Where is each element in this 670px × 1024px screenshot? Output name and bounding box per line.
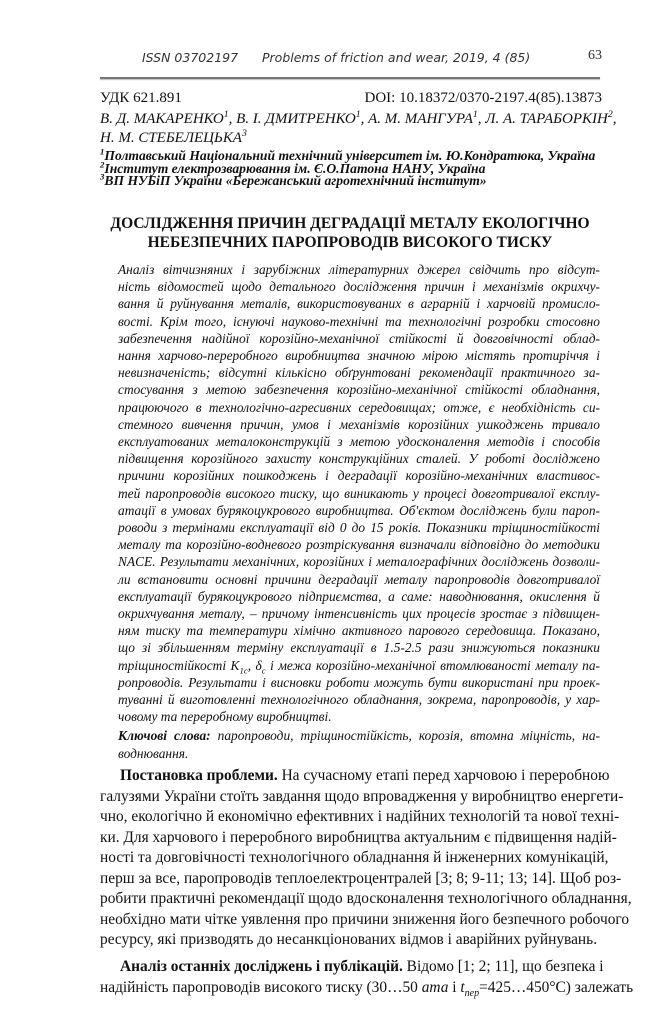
text-run: експлуатації бурякоцукрового підприємства, а саме: наводнювання, окислення й <box>118 588 600 604</box>
text-run: надійність паропроводів високого тиску (30…50 <box>100 978 422 996</box>
text-run: 3 <box>100 171 105 182</box>
text-run: ли встановити основні причини деградації металу паропроводів довготривалої <box>118 571 600 587</box>
text-line <box>100 889 632 910</box>
text-run: В. Д. МАКАРЕНКО <box>100 111 224 127</box>
text-run: стосування з метою забезпечення корозійно-механічної стійкості обладнання, <box>118 382 600 398</box>
text-line <box>118 571 600 588</box>
text-line <box>100 978 634 999</box>
affiliations <box>100 146 600 188</box>
text-run: 1 <box>355 109 361 120</box>
run-in-heading: Ключові слова: <box>118 728 211 743</box>
text-run: ата <box>421 978 449 996</box>
text-run: перш за все, паропроводів теплоелектроцентралей [3; 8; 9-11; 13; 14]. Щоб роз- <box>100 869 622 887</box>
journal-name: Problems of friction and wear, 2019, 4 (85) <box>262 50 531 65</box>
text-run: окрихчування металу, – причому інтенсивність цих процесів зростає з підвищен- <box>118 606 600 622</box>
text-run: чно, екологічно й економічно ефективних і надійних технологій та нової техні- <box>100 808 620 825</box>
run-in-heading: Постановка проблеми. <box>120 767 278 784</box>
text-run: ресурсу, які призводять до несанкціонованих відмов і аварійних руйнувань. <box>100 931 598 948</box>
text-line <box>118 639 600 656</box>
text-run: працюючого в технологічно-агресивних середовищах; отже, є необхідність си- <box>118 399 600 415</box>
text-line <box>118 519 600 536</box>
text-run: невизначеність; відсутні кількісно обґрунтовані рекомендації практичного за- <box>118 365 600 381</box>
text-line <box>118 691 600 708</box>
text-line <box>118 330 600 347</box>
text-line <box>100 957 604 978</box>
text-line <box>118 381 600 398</box>
text-line <box>118 553 600 570</box>
text-line <box>100 930 600 951</box>
text-run: ням тиску та температури хімічно активного парового середовища. Показано, <box>118 623 600 639</box>
text-run: Відомо [1; 2; 11], що безпека і <box>402 958 604 975</box>
text-run: тріщиностійкості K <box>118 657 240 673</box>
text-line <box>118 416 600 433</box>
text-run: , В. І. ДМИТРЕНКО <box>228 111 356 127</box>
text-run: ність відомостей щодо детального дослідження причин і механізмів окрихчу- <box>118 279 600 295</box>
text-run: t <box>460 978 465 996</box>
text-line <box>118 467 600 484</box>
page-number: 63 <box>588 48 602 63</box>
text-line <box>100 807 620 828</box>
text-line <box>100 910 630 931</box>
text-line <box>118 278 600 295</box>
text-line <box>118 485 600 502</box>
text-run: , А. М. МАНГУРА <box>360 111 473 127</box>
text-run: , <box>612 111 617 127</box>
text-run: галузями України стоїть завдання щодо впровадження у виробництво енергети- <box>100 787 624 805</box>
text-run: НЕБЕЗПЕЧНИХ ПАРОПРОВОДІВ ВИСОКОГО ТИСКУ <box>147 234 553 251</box>
text-run: Інститут електрозварювання ім. Є.О.Патона НАНУ, Україна <box>104 160 486 176</box>
text-run: необхідно мати чітке уявлення про причини зниження його безпечного робочого <box>100 910 630 928</box>
text-line <box>100 214 600 233</box>
text-run: і <box>448 978 461 996</box>
text-run: ДОСЛІДЖЕННЯ ПРИЧИН ДЕГРАДАЦІЇ МЕТАЛУ ЕКОЛОГІЧНО <box>110 215 590 232</box>
text-line <box>100 171 600 188</box>
text-run: тей паропроводів високого тиску, що виникають у процесі довготривалої експлу- <box>118 485 600 501</box>
text-run: вання й руйнування металів, використовуваних в аграрній і харчовій промисло- <box>118 296 600 312</box>
text-run: ВП НУБіП України «Бережанський агротехнічний інститут» <box>104 173 487 188</box>
text-line <box>100 828 617 849</box>
text-run: металу та корозійно-водневого розтріскування визначали відповідно до методики <box>118 537 600 553</box>
text-run: пер <box>464 987 480 999</box>
text-run: NACE. Результати механічних, корозійних і металографічних досліджень дозволи- <box>118 554 600 570</box>
text-run: Полтавський Національний технічний університет ім. Ю.Кондратюка, Україна <box>104 148 596 163</box>
udk-code: УДК 621.891 <box>100 90 182 106</box>
running-header <box>100 48 600 70</box>
abstract <box>118 261 600 725</box>
text-line <box>118 261 600 278</box>
text-line <box>118 347 600 364</box>
text-line <box>118 536 600 553</box>
text-run: 2 <box>100 158 105 169</box>
text-line <box>100 109 617 129</box>
section-literature-analysis <box>100 957 634 999</box>
text-line <box>118 674 600 691</box>
keywords <box>118 727 600 762</box>
text-run: 1c <box>239 665 248 676</box>
text-run: 1 <box>472 109 478 120</box>
text-run: 3 <box>241 128 247 139</box>
text-run: експлуатованих металоконструкцій з метою удосконалення методів і способів <box>118 434 600 450</box>
text-line <box>118 605 600 622</box>
text-line <box>100 766 610 787</box>
text-line <box>118 657 600 674</box>
text-line <box>118 313 600 330</box>
text-run: причини корозійних пошкоджень і деградації корозійно-механічних властивос- <box>118 468 600 484</box>
doi: DOI: 10.18372/0370-2197.4(85).13873 <box>364 90 602 106</box>
text-run: туванні й виготовленні технологічного обладнання, зокрема, паропроводів, у хар- <box>118 692 600 708</box>
text-line <box>100 848 609 869</box>
text-run: робити практичні рекомендації щодо вдосконалення технологічного обладнання, <box>100 890 632 907</box>
section-problem-statement <box>100 766 632 951</box>
text-run: , Л. А. ТАРАБОРКІН <box>477 111 608 127</box>
text-line <box>100 869 622 890</box>
text-line <box>118 727 600 745</box>
text-run: роводи з термінами експлуатації від 0 до 15 років. Показники тріщиностійкості <box>118 520 600 536</box>
text-run: нання харчово-переробного виробництва значною мірою містять протиріччя і <box>118 348 600 364</box>
run-in-heading: Аналіз останніх досліджень і публікацій. <box>120 958 403 975</box>
text-run: c <box>261 665 266 676</box>
text-run: 1 <box>100 146 105 157</box>
text-run: ки. Для харчового і переробного виробництва актуальним є підвищення надій- <box>100 828 617 846</box>
text-run: що зі збільшенням терміну експлуатації в 1.5-2.5 рази знижуються показники <box>118 640 600 656</box>
text-run: 2 <box>607 109 613 120</box>
text-run: Аналіз вітчизняних і зарубіжних літературних джерел свідчить про відсут- <box>118 262 600 277</box>
text-run: і межа корозійно-механічної втомлюваності металу па- <box>265 657 601 673</box>
text-run: атації в умовах бурякоцукрового виробництва. Об'єктом досліджень були пароп- <box>118 502 600 518</box>
text-line <box>118 708 600 725</box>
text-run: Н. М. СТЕБЕЛЕЦЬКА <box>100 130 242 146</box>
text-line <box>118 622 600 639</box>
text-run: На сучасному етапі перед харчовою і переробною <box>277 767 610 784</box>
text-line <box>118 588 600 605</box>
authors <box>100 109 617 148</box>
text-line <box>118 295 600 312</box>
text-run: вості. Крім того, існуючі науково-технічні та технологічні розробки стосовно <box>118 313 600 329</box>
text-run: стемного вивчення причин, умов і механізмів корозійних ушкоджень тривало <box>118 416 600 432</box>
text-line <box>118 450 600 467</box>
text-run: воднювання. <box>118 745 189 761</box>
header-rule <box>100 77 600 79</box>
text-line <box>118 433 600 450</box>
text-run: 1 <box>223 109 229 120</box>
issn: ISSN 03702197 <box>142 50 239 65</box>
text-line <box>100 787 624 808</box>
article-title <box>100 214 600 252</box>
text-run: =425…450°C) залежать <box>479 978 634 996</box>
text-line <box>100 129 600 148</box>
text-run: забезпечення надійної корозійно-механічної стійкості й довговічності облад- <box>118 330 600 346</box>
text-run: паропроводи, тріщиностійкість, корозія, втомна міцність, на- <box>210 728 600 743</box>
text-line <box>118 399 600 416</box>
text-line <box>118 502 600 519</box>
text-line <box>100 233 600 252</box>
text-run: підвищення корозійного захисту конструкційних сталей. У роботі досліджено <box>118 451 600 467</box>
text-line <box>118 745 600 763</box>
text-run: човому та переробному виробництві. <box>118 709 332 725</box>
text-run: ності та довговічності технологічного обладнання й інженерних комунікацій, <box>100 849 609 866</box>
text-line <box>118 364 600 381</box>
text-run: , δ <box>247 657 262 673</box>
text-run: ропроводів. Результати і висновки роботи можуть бути використані при проек- <box>118 674 600 690</box>
